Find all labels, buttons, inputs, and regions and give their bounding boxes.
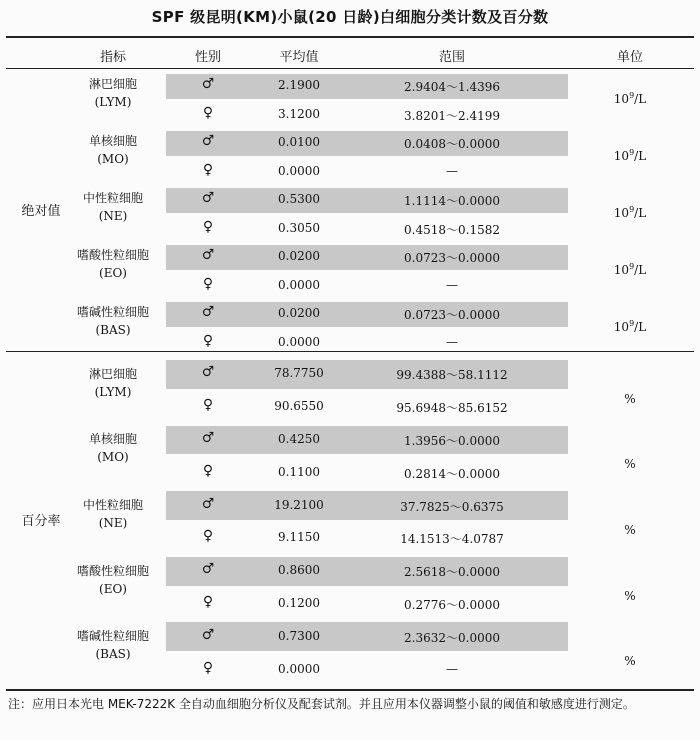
unit-cell (590, 262, 670, 277)
indicator-cell (60, 132, 166, 168)
unit-base: 10 (613, 262, 630, 277)
range-value: 95.6948～85.6152 (396, 401, 508, 416)
unit-cell (590, 148, 670, 163)
unit-base: % (624, 523, 636, 537)
mean-value: 3.1200 (278, 106, 320, 121)
mean-value: 0.0000 (278, 661, 320, 676)
indicator-name: 嗜酸性粒细胞 (76, 563, 149, 578)
unit-cell (590, 588, 670, 603)
indicator-name: 单核细胞 (88, 432, 137, 447)
range-value: 1.1114～0.0000 (404, 194, 500, 209)
mean-value: 0.0200 (278, 249, 320, 264)
indicator-cell (60, 496, 166, 532)
male-symbol: ♂ (201, 190, 215, 207)
mean-value: 0.0000 (278, 334, 320, 349)
male-symbol: ♂ (201, 561, 215, 578)
indicator-abbr: (LYM) (94, 94, 132, 109)
mean-value: 19.2100 (274, 497, 324, 512)
unit-cell (590, 391, 670, 406)
indicator-abbr: (NE) (98, 208, 128, 223)
indicator-name: 淋巴细胞 (88, 366, 137, 381)
header-mean: 平均值 (279, 50, 319, 65)
range-value: 3.8201～2.4199 (404, 108, 500, 123)
mean-value: 0.8600 (278, 563, 320, 578)
mean-value: 0.0000 (278, 277, 320, 292)
range-value: 0.4518～0.1582 (404, 222, 500, 237)
section-label: 百分率 (21, 514, 61, 529)
top-rule (6, 36, 694, 38)
female-symbol: ♀ (202, 218, 214, 235)
indicator-name: 嗜碱性粒细胞 (76, 304, 149, 319)
mean-value: 0.3050 (278, 220, 320, 235)
range-value: 0.0408～0.0000 (404, 137, 500, 152)
indicator-cell (60, 246, 166, 282)
mean-value: 0.0200 (278, 306, 320, 321)
male-symbol: ♂ (201, 430, 215, 446)
unit-tail: /L (634, 148, 647, 163)
unit-exponent: 9 (629, 90, 635, 100)
indicator-abbr: (LYM) (94, 384, 132, 399)
indicator-name: 嗜酸性粒细胞 (76, 247, 149, 262)
female-symbol: ♀ (202, 332, 214, 349)
range-value: 14.1513～4.0787 (400, 532, 504, 547)
range-value: 1.3956～0.0000 (404, 434, 500, 448)
unit-tail: /L (634, 319, 647, 334)
header-indicator: 指标 (99, 50, 126, 65)
female-symbol: ♀ (202, 104, 214, 121)
mean-value: 2.1900 (278, 78, 320, 93)
unit-base: % (624, 391, 636, 406)
mean-value: 0.1100 (278, 464, 320, 479)
header-unit: 单位 (616, 50, 643, 65)
unit-cell (590, 522, 670, 537)
range-value: — (446, 277, 458, 292)
table-title: SPF 级昆明(KM)小鼠(20 日龄)白细胞分类计数及百分数 (151, 8, 549, 26)
range-value: 2.3632～0.0000 (404, 630, 500, 645)
female-symbol: ♀ (202, 528, 214, 545)
table-note: 注：应用日本光电 MEK-7222K 全自动血细胞分析仪及配套试剂。并且应用本仪器调整小鼠的阈值和敏感度进行测定。 (8, 697, 635, 711)
male-symbol: ♂ (201, 495, 215, 512)
unit-cell (590, 653, 670, 668)
indicator-cell (60, 365, 166, 401)
female-symbol: ♀ (202, 462, 214, 479)
mean-value: 90.6550 (274, 399, 324, 414)
range-value: 2.9404～1.4396 (404, 80, 500, 95)
mean-value: 9.1150 (278, 530, 320, 545)
male-symbol: ♂ (201, 76, 215, 93)
unit-exponent: 9 (629, 318, 635, 328)
range-value: 0.2776～0.0000 (404, 598, 500, 612)
unit-cell (590, 319, 670, 334)
indicator-abbr: (MO) (97, 450, 129, 465)
female-symbol: ♀ (202, 594, 214, 610)
unit-tail: /L (634, 205, 647, 220)
range-value: 2.5618～0.0000 (404, 565, 500, 580)
indicator-name: 中性粒细胞 (82, 498, 143, 512)
indicator-abbr: (BAS) (95, 647, 131, 662)
header-sex: 性别 (194, 50, 221, 65)
female-symbol: ♀ (202, 659, 214, 676)
unit-base: 10 (613, 148, 630, 163)
range-value: — (446, 661, 458, 676)
unit-exponent: 9 (629, 261, 635, 271)
indicator-name: 单核细胞 (88, 133, 137, 148)
indicator-name: 中性粒细胞 (82, 190, 143, 205)
range-value: 0.2814～0.0000 (404, 466, 500, 481)
unit-base: % (624, 457, 636, 472)
unit-cell (590, 91, 670, 106)
indicator-abbr: (BAS) (95, 322, 131, 337)
mean-value: 0.0000 (278, 163, 320, 178)
unit-tail: /L (634, 262, 647, 277)
female-symbol: ♀ (202, 161, 214, 178)
indicator-abbr: (NE) (98, 516, 128, 530)
indicator-cell (60, 562, 166, 598)
bottom-rule (6, 689, 694, 691)
range-value: — (446, 163, 458, 178)
female-symbol: ♀ (202, 275, 214, 292)
indicator-abbr: (EO) (99, 581, 127, 596)
mean-value: 0.7300 (278, 628, 320, 643)
mean-value: 0.1200 (278, 596, 320, 610)
unit-tail: /L (634, 91, 647, 106)
range-value: 99.4388～58.1112 (396, 368, 508, 383)
unit-base: 10 (613, 205, 630, 220)
mean-value: 0.5300 (278, 192, 320, 207)
male-symbol: ♂ (201, 364, 215, 381)
indicator-name: 淋巴细胞 (88, 76, 137, 91)
header-range: 范围 (438, 50, 465, 65)
indicator-abbr: (EO) (99, 265, 127, 280)
indicator-cell (60, 627, 166, 663)
male-symbol: ♂ (201, 133, 215, 150)
mean-value: 0.4250 (278, 432, 320, 446)
section-divider (6, 351, 694, 352)
mean-value: 78.7750 (274, 366, 324, 381)
indicator-cell (60, 430, 166, 466)
unit-cell (590, 205, 670, 220)
male-symbol: ♂ (201, 626, 215, 643)
indicator-cell (60, 189, 166, 225)
unit-base: 10 (613, 91, 630, 106)
section-label: 绝对值 (21, 204, 61, 219)
indicator-abbr: (MO) (97, 151, 129, 166)
indicator-cell (60, 303, 166, 339)
unit-cell (590, 456, 670, 471)
female-symbol: ♀ (202, 397, 214, 414)
range-value: 0.0723～0.0000 (404, 251, 500, 266)
unit-base: % (624, 654, 636, 669)
male-symbol: ♂ (201, 304, 215, 321)
indicator-name: 嗜碱性粒细胞 (76, 629, 149, 644)
unit-exponent: 9 (629, 204, 635, 214)
unit-exponent: 9 (629, 147, 635, 157)
unit-base: 10 (613, 319, 630, 334)
header-rule (6, 68, 694, 69)
range-value: 0.0723～0.0000 (404, 308, 500, 323)
mean-value: 0.0100 (278, 135, 320, 150)
range-value: — (446, 334, 458, 349)
range-value: 37.7825～0.6375 (400, 499, 504, 514)
indicator-cell (60, 75, 166, 111)
male-symbol: ♂ (201, 247, 215, 264)
unit-base: % (624, 588, 636, 603)
